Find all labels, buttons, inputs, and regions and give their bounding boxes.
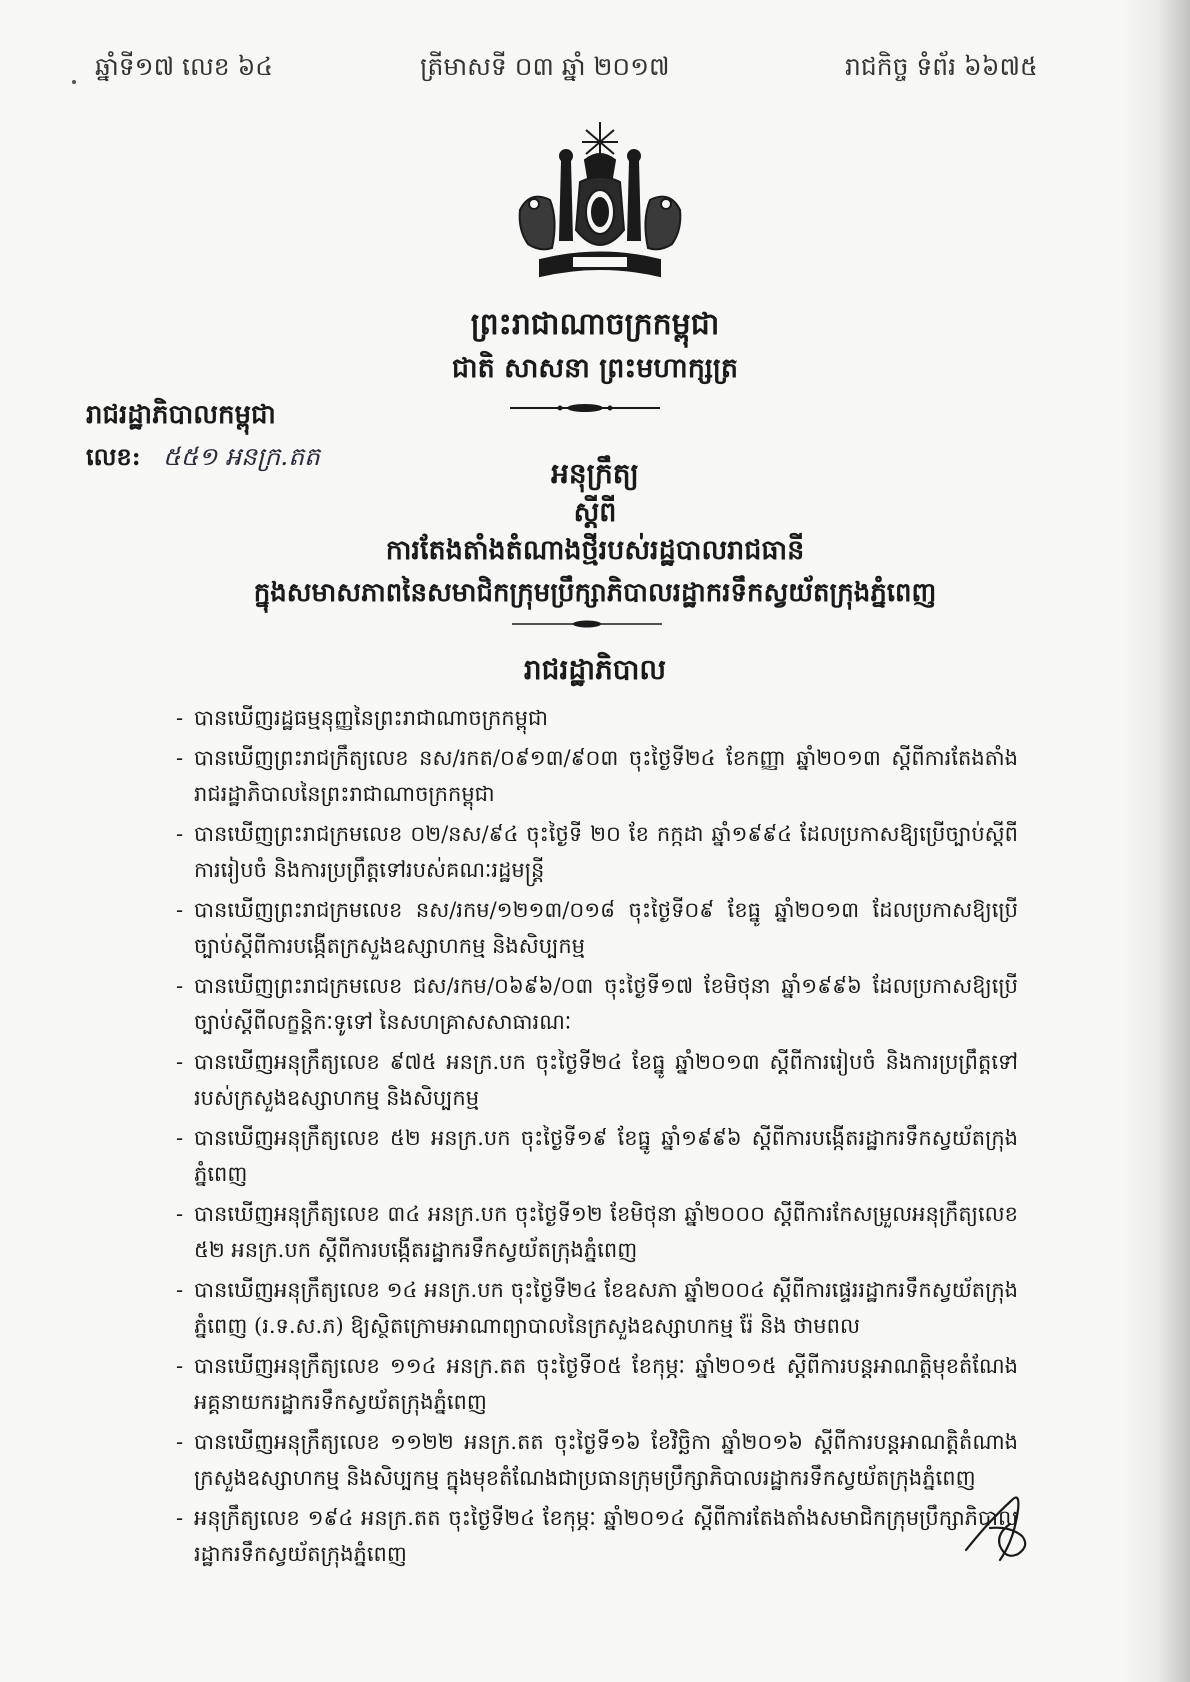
document-title-line1: ការតែងតាំងតំណាងថ្មីរបស់រដ្ឋបាលរាជធានី: [385, 535, 805, 566]
document-type: អនុក្រឹត្យ: [551, 457, 639, 490]
reference-number: ៥៥១ អនក្រ.តត: [162, 442, 320, 471]
gazette-page-number: រាជកិច្ច ទំព័រ ៦៦៧៥: [845, 52, 1038, 81]
scan-edge-shadow: [1120, 0, 1190, 1682]
document-about: ស្តីពី: [573, 497, 617, 528]
legal-basis-item: - បានឃើញអនុក្រឹត្យលេខ ១១៤ អនក្រ.តត ចុះថ្ងៃទី០៥ ខែកុម្ភៈ ឆ្នាំ២០១៥ ស្តីពីការបន្តអាណត្តិមុខតំណែងអគ្គនាយករដ្ឋាករទឹកស្វយ័តក្រុងភ្នំពេញ: [178, 1348, 1018, 1421]
ornament-divider-icon: [512, 618, 662, 630]
scan-speck: [72, 80, 76, 84]
legal-basis-item: - បានឃើញអនុក្រឹត្យលេខ ១៤ អនក្រ.បក ចុះថ្ងៃទី២៤ ខែឧសភា ឆ្នាំ២០០៤ ស្តីពីការផ្ទេររដ្ឋាករទឹកស្វយ័តក្រុងភ្នំពេញ (រ.ទ.ស.ភ) ឱ្យស្ថិតក្រោមអាណាព្យាបាលនៃក្រសួងឧស្សាហកម្ម រ៉ែ និង ថាមពល: [178, 1272, 1018, 1345]
legal-basis-item: - បានឃើញព្រះរាជក្រមលេខ នស/រកម/១២១៣/០១៨ ចុះថ្ងៃទី០៩ ខែធ្នូ ឆ្នាំ២០១៣ ដែលប្រកាសឱ្យប្រើច្បាប់ស្តីពីការបង្កើតក្រសួងឧស្សាហកម្ម និងសិប្បកម្ម: [178, 892, 1018, 965]
handwritten-initial-icon: [960, 1480, 1050, 1570]
legal-basis-item: - បានឃើញព្រះរាជក្រមលេខ ០២/នស/៩៤ ចុះថ្ងៃទី ២០ ខែ កក្កដា ឆ្នាំ១៩៩៤ ដែលប្រកាសឱ្យប្រើច្បាប់ស្តីពីការរៀបចំ និងការប្រព្រឹត្តទៅរបស់គណៈរដ្ឋមន្ត្រី: [178, 816, 1018, 889]
issuing-authority: រាជរដ្ឋាភិបាលកម្ពុជា: [86, 400, 276, 430]
legal-basis-item: - បានឃើញអនុក្រឹត្យលេខ ៩៧៥ អនក្រ.បក ចុះថ្ងៃទី២៤ ខែធ្នូ ឆ្នាំ២០១៣ ស្តីពីការរៀបចំ និងការប្រព្រឹត្តទៅរបស់ក្រសួងឧស្សាហកម្ម និងសិប្បកម្ម: [178, 1044, 1018, 1117]
ornament-divider-icon: [510, 402, 660, 414]
legal-basis-item: - បានឃើញព្រះរាជក្រឹត្យលេខ នស/រកត/០៩១៣/៩០៣ ចុះថ្ងៃទី២៤ ខែកញ្ញា ឆ្នាំ២០១៣ ស្តីពីការតែងតាំងរាជរដ្ឋាភិបាលនៃព្រះរាជាណាចក្រកម្ពុជា: [178, 740, 1018, 813]
legal-basis-item: - បានឃើញអនុក្រឹត្យលេខ ១១២២ អនក្រ.តត ចុះថ្ងៃទី១៦ ខែវិច្ឆិកា ឆ្នាំ២០១៦ ស្តីពីការបន្តអាណត្តិតំណាងក្រសួងឧស្សាហកម្ម និងសិប្បកម្ម ក្នុងមុខតំណែងជាប្រធានក្រុមប្រឹក្សាភិបាលរដ្ឋាករទឹកស្វយ័តក្រុងភ្នំពេញ: [178, 1424, 1018, 1497]
royal-arms-emblem-icon: [500, 120, 700, 300]
legal-basis-item: - បានឃើញអនុក្រឹត្យលេខ ៣៤ អនក្រ.បក ចុះថ្ងៃទី១២ ខែមិថុនា ឆ្នាំ២០០០ ស្តីពីការកែសម្រួលអនុក្រឹត្យលេខ ៥២ អនក្រ.បក ស្តីពីការបង្កើតរដ្ឋាករទឹកស្វយ័តក្រុងភ្នំពេញ: [178, 1196, 1018, 1269]
national-motto: ជាតិ សាសនា ព្រះមហាក្សត្រ: [451, 353, 739, 384]
document-title-line2: ក្នុងសមាសភាពនៃសមាជិកក្រុមប្រឹក្សាភិបាលរដ្ឋាករទឹកស្វយ័តក្រុងភ្នំពេញ: [253, 578, 937, 608]
legal-basis-item: - បានឃើញអនុក្រឹត្យលេខ ៥២ អនក្រ.បក ចុះថ្ងៃទី១៩ ខែធ្នូ ឆ្នាំ១៩៩៦ ស្តីពីការបង្កើតរដ្ឋាករទឹកស្វយ័តក្រុងភ្នំពេញ: [178, 1120, 1018, 1193]
gazette-year-issue: ឆ្នាំទី១៧ លេខ ៦៤: [95, 52, 274, 81]
kingdom-name: ព្រះរាជាណាចក្រកម្ពុជា: [470, 307, 720, 342]
legal-basis-item: - អនុក្រឹត្យលេខ ១៩៤ អនក្រ.តត ចុះថ្ងៃទី២៤ ខែកុម្ភៈ ឆ្នាំ២០១៤ ស្តីពីការតែងតាំងសមាជិកក្រុមប្រឹក្សាភិបាលរដ្ឋាករទឹកស្វយ័តក្រុងភ្នំពេញ: [178, 1500, 1018, 1573]
legal-basis-list: [178, 700, 1018, 1576]
legal-basis-item: - បានឃើញព្រះរាជក្រមលេខ ជស/រកម/០៦៩៦/០៣ ចុះថ្ងៃទី១៧ ខែមិថុនា ឆ្នាំ១៩៩៦ ដែលប្រកាសឱ្យប្រើច្បាប់ស្តីពីលក្ខន្តិកៈទូទៅ នៃសហគ្រាសសាធារណៈ: [178, 968, 1018, 1041]
government-heading: រាជរដ្ឋាភិបាល: [523, 653, 667, 686]
gazette-quarter: ត្រីមាសទី ០៣ ឆ្នាំ ២០១៧: [420, 52, 670, 81]
legal-basis-item: - បានឃើញរដ្ឋធម្មនុញ្ញនៃព្រះរាជាណាចក្រកម្ពុជា: [178, 700, 1018, 737]
reference-label: លេខ:: [86, 442, 141, 471]
